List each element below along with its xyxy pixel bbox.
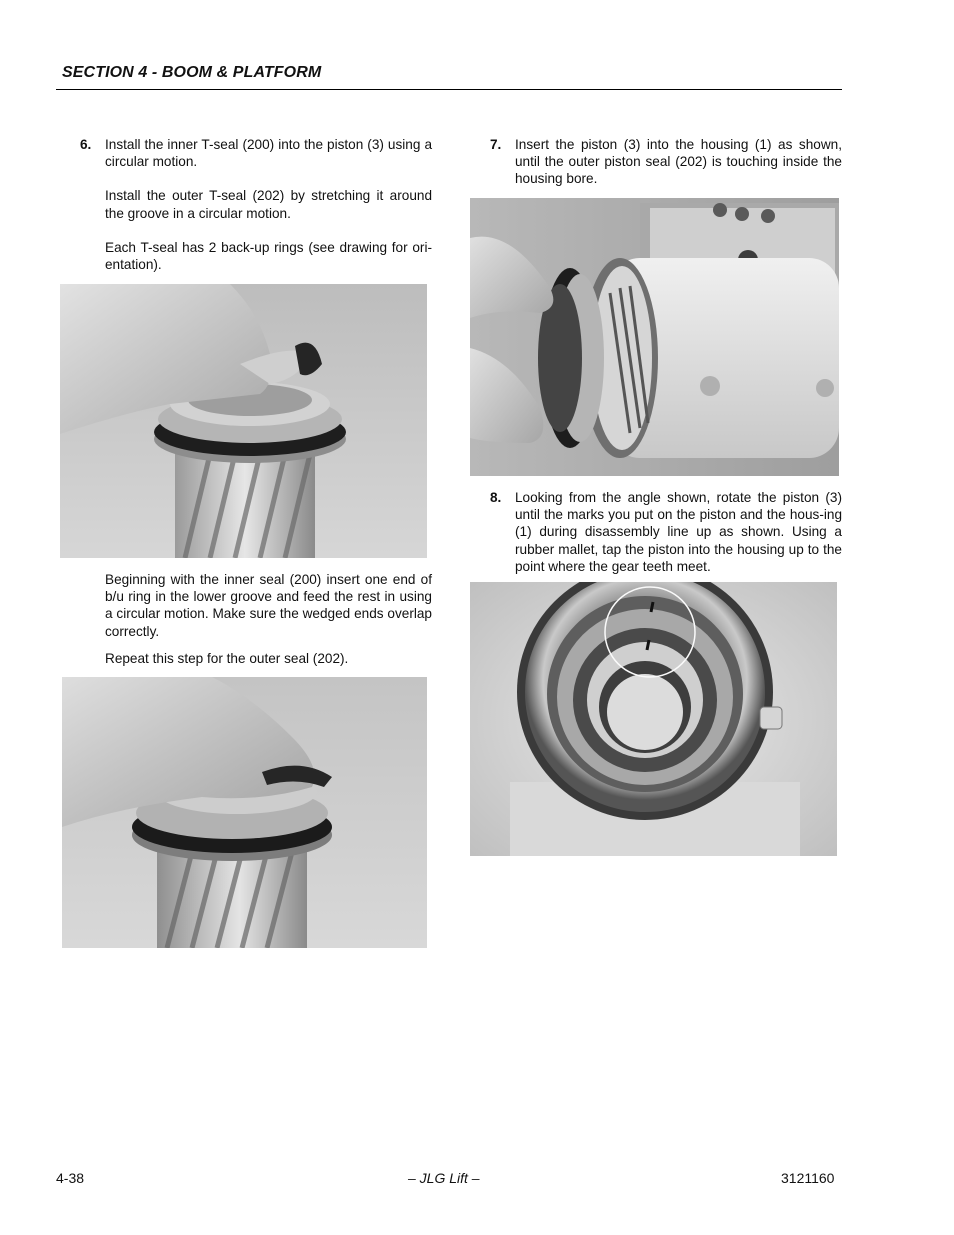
section-title: SECTION 4 - BOOM & PLATFORM: [62, 64, 322, 81]
doc-number: 3121160: [781, 1170, 835, 1186]
step-6-text-3: Each T-seal has 2 back-up rings (see drawing for ori-entation).: [105, 239, 432, 273]
page-number: 4-38: [56, 1170, 85, 1186]
photo-alignment-marks: [470, 582, 837, 856]
step-8: [490, 489, 842, 575]
step-number: 6.: [80, 137, 92, 152]
step-6-text-2: Install the outer T-seal (202) by stretching it around the groove in a circular motion.: [105, 188, 432, 221]
step-number: 8.: [490, 490, 502, 505]
step-6-text-4: Beginning with the inner seal (200) insert one end of b/u ring in the lower groove and feed the rest in using a circular motion. Make sure the wedged ends overlap correctly.: [105, 572, 432, 639]
step-7-text-1: Insert the piston (3) into the housing (1) as shown, until the outer piston seal (202) is touching inside the housing bore.: [515, 137, 842, 187]
photo-backup-ring-install: [62, 677, 427, 948]
photo-inner-seal-install: [60, 284, 427, 558]
photo-piston-into-housing: [470, 198, 839, 476]
header-rule: [56, 89, 842, 90]
step-6: [80, 136, 432, 273]
step-6-text-1: Install the inner T-seal (200) into the piston (3) using a circular motion.: [105, 137, 432, 170]
step-8-text-1: Looking from the angle shown, rotate the piston (3) until the marks you put on the piston and the hous-ing (1) during disassembly line up as shown. Using a rubber mallet, tap the piston into the housing up to the point where the gear teeth meet.: [515, 490, 842, 574]
step-6-text-5: Repeat this step for the outer seal (202).: [105, 651, 349, 666]
step-7: [490, 136, 842, 188]
step-number: 7.: [490, 137, 502, 152]
footer-center: – JLG Lift –: [408, 1170, 480, 1186]
